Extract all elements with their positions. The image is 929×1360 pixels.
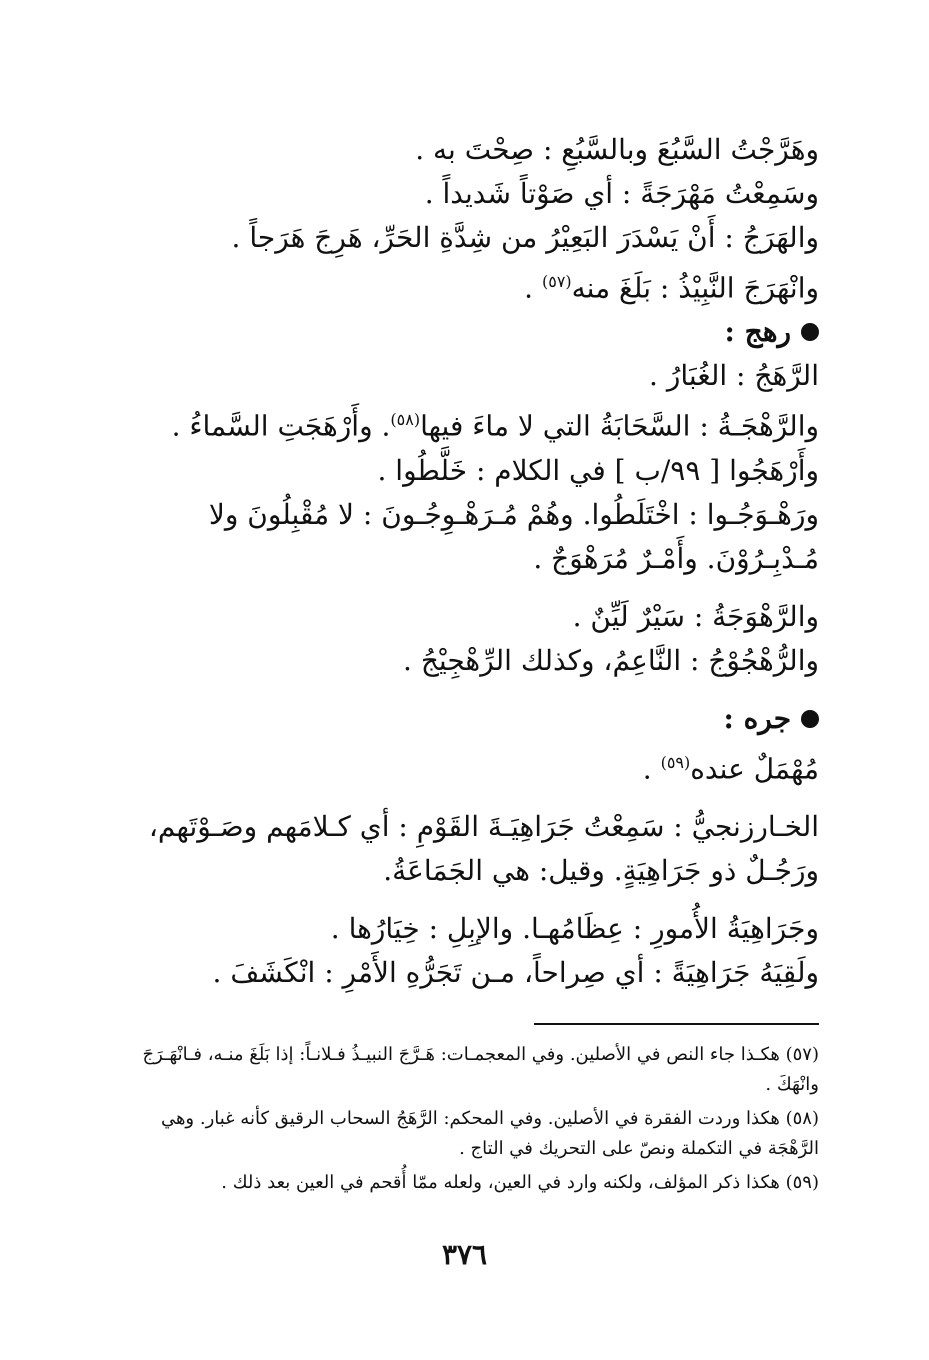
bullet-icon — [801, 323, 819, 341]
entry-heading-jrh: جره : — [110, 697, 819, 741]
main-text — [110, 128, 819, 995]
text-line: وأَرْهَجُوا [ ٩٩/ب ] في الكلام : خَلَّطُوا . — [377, 453, 819, 487]
text-line: وهَرَّجْتُ السَّبُعَ وبالسَّبُعِ : صِحْتَ به . — [415, 133, 819, 166]
footnote-ref: (٥٧) — [541, 272, 572, 291]
text-line: والرَّهْوَجَةُ : سَيْرٌ لَيِّنٌ . — [572, 599, 819, 633]
footnote-59: (٥٩) هكذا ذكر المؤلف، ولكنه وارد في العين، ولعله ممّا أُقحم في العين بعد ذلك . — [221, 1172, 819, 1193]
text-line: الرَّهَجُ : الغُبَارُ . — [649, 359, 819, 393]
text-line: وجَرَاهِيَةُ الأُمورِ : عِظَامُهـا. والإبِلِ : خِيَارُها . — [330, 911, 819, 945]
footnote-57: (٥٧) هكـذا جاء النص في الأصلين. وفي المعجمـات: هَـرَّجَ النبيـذُ فـلانـاً: إذا بَلَغَ منـه، فـانْهَـرَجَ وانْهَكَ . — [142, 1044, 819, 1095]
footnote-ref: (٥٨) — [390, 410, 421, 430]
page-number: ٣٧٦ — [441, 1238, 488, 1271]
text-line: ولَقِيَهُ جَرَاهِيَةً : أي صِراحاً، مـن تَجَرُّهِ الأَمْرِ : انْكَشَفَ . — [212, 955, 819, 989]
footnote-divider — [534, 1023, 819, 1025]
bullet-icon — [801, 710, 819, 728]
text-line: وانْهَرَجَ النَّبِيْذُ : بَلَغَ منه$^{(٥٧)}$ . — [524, 271, 819, 305]
entry-heading-rahj: رهج : — [110, 310, 819, 354]
text-line: مُهْمَلٌ عنده$^{(٥٩)}$ . — [642, 751, 819, 785]
footnotes — [110, 1040, 819, 1202]
text-line: والرَّهْجَـةُ : السَّحَابَةُ التي لا ماءَ فيها$^{(٥٨)}$. وأَرْهَجَتِ السَّماءُ . — [171, 409, 819, 443]
text-line: وسَمِعْتُ مَهْرَجَةً : أي صَوْتاً شَديداً . — [424, 177, 819, 210]
footnote-58: (٥٨) هكذا وردت الفقرة في الأصلين. وفي المحكم: الرَّهَجُ السحاب الرقيق كأنه غبار. وهي الرَّهْجَة في التكملة ونصّ على التحريك في التاج . — [160, 1108, 819, 1159]
text-paragraph: الخـارزنجيُّ : سَمِعْتُ جَرَاهِيَـةَ القَوْمِ : أي كـلامَهم وصَـوْتَهم، ورَجُـلٌ ذو جَرَاهِيَةٍ. وقيل: هي الجَمَاعَةُ. — [148, 809, 819, 887]
footnote-ref: (٥٩) — [660, 752, 691, 772]
text-line: والرُّهْجُوْجُ : النَّاعِمُ، وكذلك الرِّهْجِيْجُ . — [403, 643, 819, 677]
text-line: والهَرَجُ : أَنْ يَسْدَرَ البَعِيْرُ من شِدَّةِ الحَرِّ، هَرِجَ هَرَجاً . — [231, 221, 819, 254]
text-paragraph: ورَهْـوَجُـوا : اخْتَلَطُوا. وهُمْ مُـرَهْـوِجُـونَ : لا مُقْبِلُونَ ولا مُـدْبِـرُوْنَ. وأَمْـرٌ مُرَهْوَجٌ . — [208, 497, 819, 575]
